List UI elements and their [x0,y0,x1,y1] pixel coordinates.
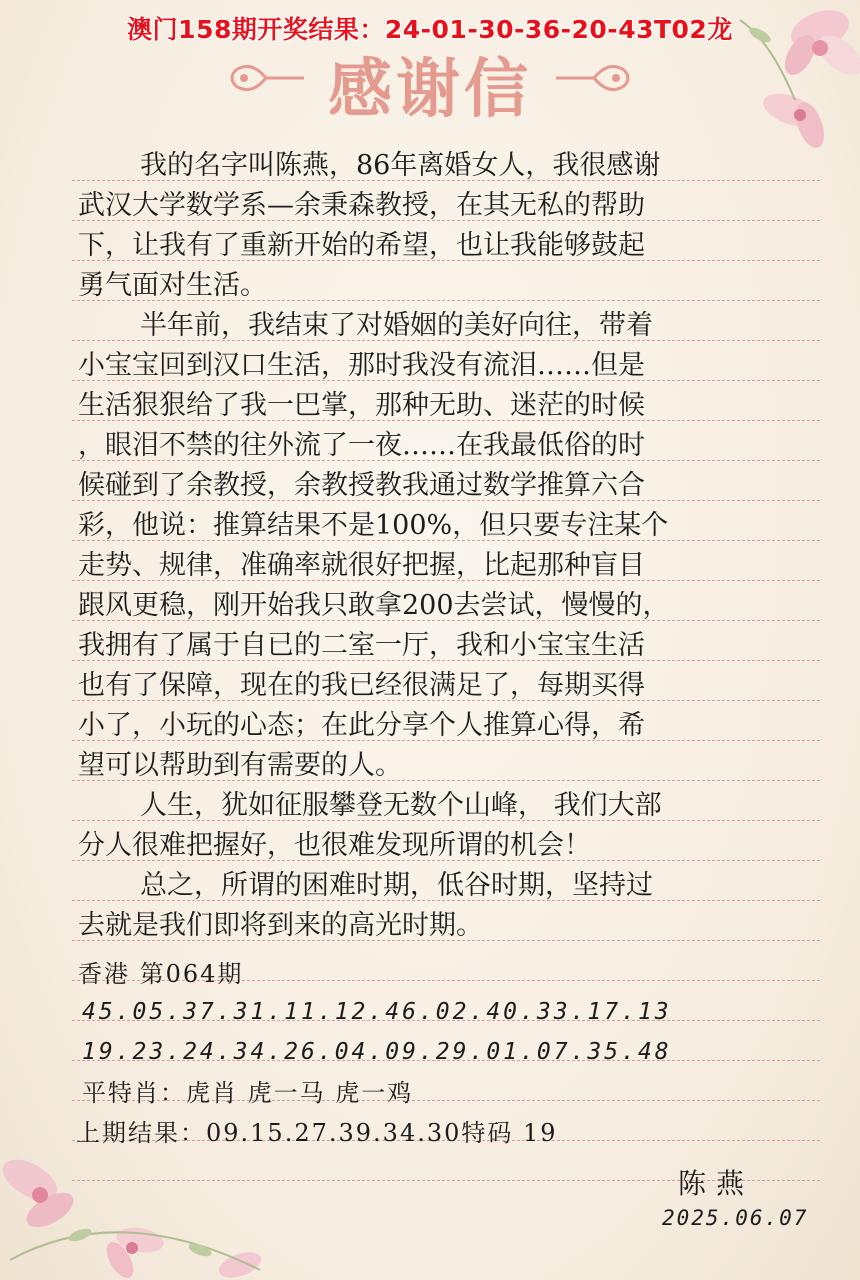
letter-line: 彩，他说：推算结果不是100%，但只要专注某个 [78,510,669,541]
lottery-headline: 澳门158期开奖结果：24-01-30-36-20-43T02龙 [127,15,733,44]
lottery-zodiac: 平特肖：虎肖 虎一马 虎一鸡 [82,1079,414,1107]
letter-line: 生活狠狠给了我一巴掌，那种无助、迷茫的时候 [78,390,645,421]
letter-line: 也有了保障，现在的我已经很满足了，每期买得 [78,670,645,701]
title-block [0,38,860,127]
flourish-right-icon [554,58,634,98]
letter-line: 武汉大学数学系—余秉森教授，在其无私的帮助 [78,190,645,221]
letter-line: 人生，犹如征服攀登无数个山峰， 我们大部 [140,790,662,821]
letter-line: 小了，小玩的心态；在此分享个人推算心得，希 [78,710,645,741]
letter-line: 候碰到了余教授，余教授教我通过数学推算六合 [78,470,645,501]
letter-line: 望可以帮助到有需要的人。 [78,750,402,781]
letter-line: 勇气面对生活。 [78,270,267,301]
letter-line: 我拥有了属于自已的二室一厅，我和小宝宝生活 [78,630,645,661]
lottery-numbers-row-1: 45.05.37.31.11.12.46.02.40.33.17.13 [82,999,672,1025]
flower-decoration-bottom-left [0,1140,300,1280]
letter-title: 感谢信 [328,53,532,127]
lottery-last-result: 上期结果：09.15.27.39.34.30特码 19 [76,1119,558,1147]
letter-line: 跟风更稳，刚开始我只敢拿200去尝试，慢慢的， [78,590,670,621]
lottery-issue: 香港 第064期 [78,960,244,988]
letter-line: 总之，所谓的困难时期，低谷时期，坚持过 [140,870,653,901]
signature: 陈燕 [678,1167,755,1200]
letter-line: 去就是我们即将到来的高光时期。 [78,910,483,941]
letter-line: 我的名字叫陈燕，86年离婚女人，我很感谢 [140,150,661,181]
letter-line: 下，让我有了重新开始的希望，也让我能够鼓起 [78,230,645,261]
letter-line: 小宝宝回到汉口生活，那时我没有流泪……但是 [78,350,645,381]
letter-line: 走势、规律，准确率就很好把握，比起那种盲目 [78,550,645,581]
letter-date: 2025.06.07 [662,1206,809,1230]
letter-line: ，眼泪不禁的往外流了一夜……在我最低俗的时 [78,430,645,461]
lottery-numbers-row-2: 19.23.24.34.26.04.09.29.01.07.35.48 [82,1039,672,1065]
letter-line: 半年前，我结束了对婚姻的美好向往，带着 [140,310,653,341]
letter-line: 分人很难把握好，也很难发现所谓的机会！ [78,830,591,861]
